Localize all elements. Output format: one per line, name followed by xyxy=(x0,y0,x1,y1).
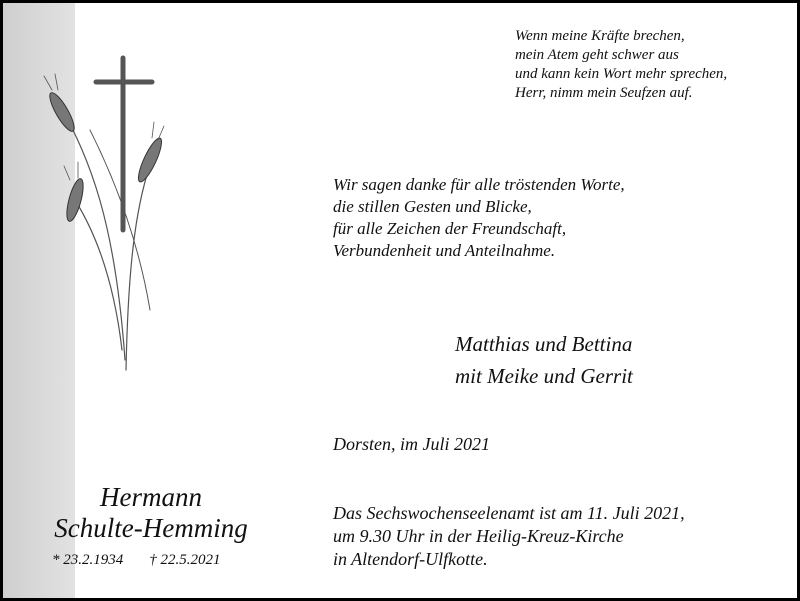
birth-date: * 23.2.1934 xyxy=(52,552,124,568)
life-dates xyxy=(52,552,252,569)
signer-line: mit Meike und Gerrit xyxy=(455,364,633,388)
thanks-line: Wir sagen danke für alle tröstenden Worte, xyxy=(333,175,625,194)
thanks-line: Verbundenheit und Anteilnahme. xyxy=(333,241,556,260)
verse-line: Wenn meine Kräfte brechen, xyxy=(515,28,685,44)
deceased-name xyxy=(20,482,282,544)
mass-notice xyxy=(333,502,685,571)
thanks-line: die stillen Gesten und Blicke, xyxy=(333,197,532,216)
verse-block xyxy=(515,27,727,103)
mass-line: um 9.30 Uhr in der Heilig-Kreuz-Kirche xyxy=(333,526,624,546)
cross-with-wheat-icon xyxy=(30,50,180,390)
verse-line: Herr, nimm mein Seufzen auf. xyxy=(515,85,693,101)
signers-block xyxy=(455,328,633,392)
mass-line: in Altendorf-Ulfkotte. xyxy=(333,549,488,569)
verse-line: mein Atem geht schwer aus xyxy=(515,47,679,63)
place-date: Dorsten, im Juli 2021 xyxy=(333,434,490,454)
signer-line: Matthias und Bettina xyxy=(455,332,633,356)
death-date: † 22.5.2021 xyxy=(149,552,221,568)
thanks-line: für alle Zeichen der Freundschaft, xyxy=(333,219,567,238)
thanks-block xyxy=(333,174,625,262)
last-name: Schulte-Hemming xyxy=(54,513,248,543)
verse-line: und kann kein Wort mehr sprechen, xyxy=(515,66,728,82)
mass-line: Das Sechswochenseelenamt ist am 11. Juli 2021, xyxy=(333,503,685,523)
first-name: Hermann xyxy=(100,482,202,512)
